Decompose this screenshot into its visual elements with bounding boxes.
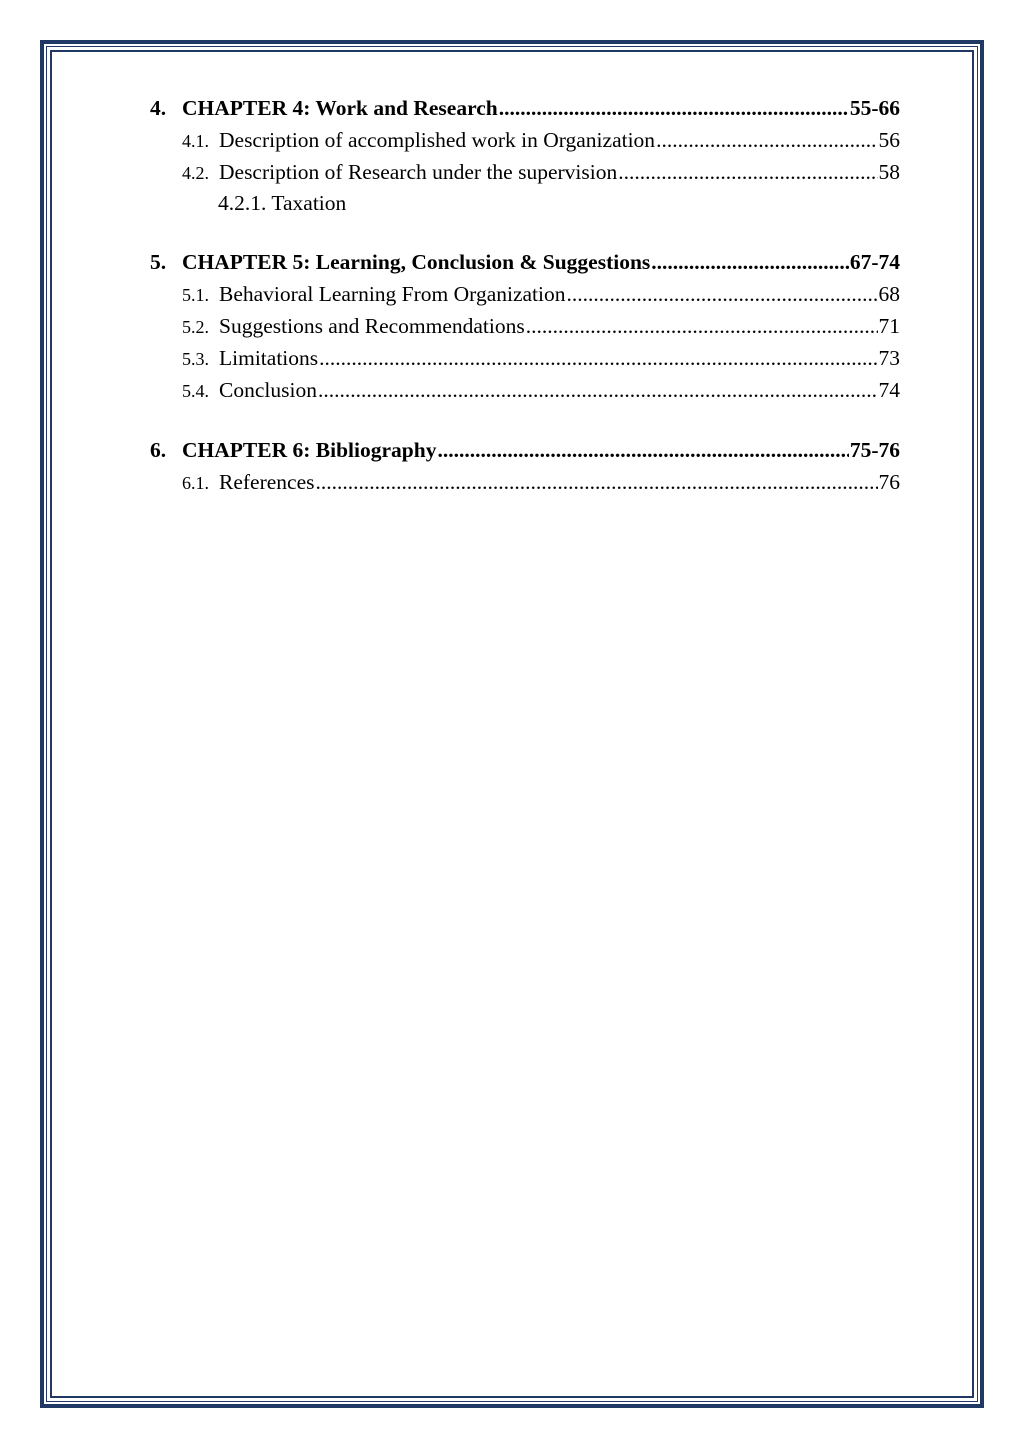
section-title: Conclusion <box>219 378 317 402</box>
toc-section-entry[interactable] <box>150 374 900 406</box>
section-title: References <box>219 470 315 494</box>
toc-section-entry[interactable] <box>150 310 900 342</box>
toc-section-entry[interactable] <box>150 124 900 156</box>
toc-subsection-entry[interactable] <box>150 188 900 218</box>
toc-section-entry[interactable] <box>150 466 900 498</box>
section-page: 58 <box>878 160 900 184</box>
section-number: 4.1. <box>182 131 209 151</box>
section-number: 5.3. <box>182 349 209 369</box>
section-title: Description of Research under the supervision <box>219 160 618 184</box>
toc-section-entry[interactable] <box>150 156 900 188</box>
section-title: Behavioral Learning From Organization <box>219 282 566 306</box>
toc-chapter-heading[interactable] <box>150 434 900 466</box>
dot-leader <box>499 92 849 124</box>
section-title: Description of accomplished work in Organization <box>219 128 656 152</box>
dot-leader <box>656 124 877 156</box>
section-number: 5.2. <box>182 317 209 337</box>
toc-chapter-heading[interactable] <box>150 92 900 124</box>
section-page: 74 <box>878 378 900 402</box>
section-number: 5.1. <box>182 285 209 305</box>
toc-chapter-5 <box>150 246 900 406</box>
section-number: 6.1. <box>182 473 209 493</box>
section-number: 4.2. <box>182 163 209 183</box>
chapter-number: 5. <box>150 250 167 274</box>
section-page: 73 <box>878 346 900 370</box>
chapter-number: 6. <box>150 438 167 462</box>
chapter-page-range: 67-74 <box>849 250 900 274</box>
chapter-page-range: 75-76 <box>849 438 900 462</box>
table-of-contents <box>150 92 900 526</box>
dot-leader <box>526 310 878 342</box>
section-title: Limitations <box>219 346 319 370</box>
toc-chapter-6 <box>150 434 900 498</box>
section-title: Suggestions and Recommendations <box>219 314 525 338</box>
dot-leader <box>618 156 877 188</box>
dot-leader <box>651 246 849 278</box>
toc-section-entry[interactable] <box>150 278 900 310</box>
chapter-page-range: 55-66 <box>849 96 900 120</box>
toc-chapter-4 <box>150 92 900 218</box>
chapter-title: CHAPTER 4: Work and Research <box>182 96 498 120</box>
chapter-title: CHAPTER 5: Learning, Conclusion & Suggestions <box>182 250 651 274</box>
chapter-title: CHAPTER 6: Bibliography <box>182 438 437 462</box>
section-page: 76 <box>878 470 900 494</box>
dot-leader <box>316 466 878 498</box>
toc-section-entry[interactable] <box>150 342 900 374</box>
subsection-title: 4.2.1. Taxation <box>218 191 347 215</box>
dot-leader <box>318 374 878 406</box>
section-page: 56 <box>878 128 900 152</box>
chapter-number: 4. <box>150 96 167 120</box>
section-page: 68 <box>878 282 900 306</box>
toc-chapter-heading[interactable] <box>150 246 900 278</box>
section-number: 5.4. <box>182 381 209 401</box>
dot-leader <box>319 342 877 374</box>
dot-leader <box>567 278 878 310</box>
section-page: 71 <box>878 314 900 338</box>
dot-leader <box>437 434 848 466</box>
